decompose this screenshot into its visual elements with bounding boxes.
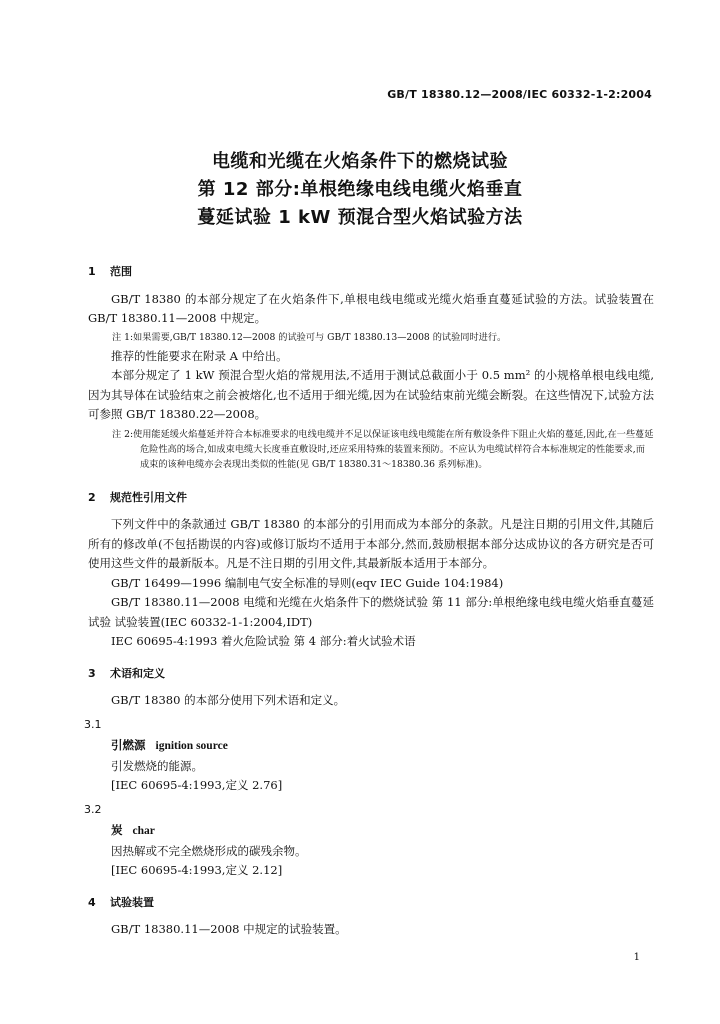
- term-number: 3.2: [84, 802, 102, 816]
- section-title: 规范性引用文件: [110, 490, 187, 504]
- document-body: [84, 258, 654, 940]
- references-paragraph: 下列文件中的条款通过 GB/T 18380 的本部分的引用而成为本部分的条款。凡是注日期的引用文件,其随后所有的修改单(不包括勘误的内容)或修订版均不适用于本部分,然而,鼓励根据本部分达成协议的各方研究是否可使用这些文件的最新版本。凡是不注日期的引用文件,其最新版本适用于本部分。: [88, 517, 654, 570]
- title-line-2: 第 12 部分:单根绝缘电线电缆火焰垂直: [197, 179, 523, 200]
- section-heading-normative-references: [88, 488, 654, 508]
- term-english: char: [132, 825, 155, 837]
- title-line-1: 电缆和光缆在火焰条件下的燃烧试验: [212, 151, 508, 172]
- term-chinese: 炭: [111, 823, 123, 837]
- term-number: 3.1: [84, 717, 102, 731]
- section-heading-scope: [88, 262, 654, 282]
- apparatus-paragraph: GB/T 18380.11—2008 中规定的试验装置。: [111, 922, 347, 936]
- term-chinese: 引燃源: [111, 738, 146, 752]
- section-title: 范围: [110, 265, 132, 278]
- scope-note-1: 注 1:如果需要,GB/T 18380.12—2008 的试验可与 GB/T 18380.13—2008 的试验同时进行。: [112, 331, 507, 343]
- term-title: [88, 821, 654, 842]
- title-line-3: 蔓延试验 1 kW 预混合型火焰试验方法: [197, 207, 523, 228]
- standard-identifier: GB/T 18380.12—2008/IEC 60332-1-2:2004: [387, 88, 652, 101]
- scope-note-2: 注 2:使用能延缓火焰蔓延并符合本标准要求的电线电缆并不足以保证该电线电缆能在所有敷设条件下阻止火焰的蔓延,因此,在一些蔓延危险性高的场合,如成束电缆大长度垂直敷设时,还应采用特殊的装置来预防。不应认为电缆试样符合本标准规定的性能要求,而成束的该种电缆亦会表现出类似的性能(见 GB/T 18380.31～18380.36 系列标准)。: [112, 428, 654, 470]
- terms-intro: GB/T 18380 的本部分使用下列术语和定义。: [111, 693, 346, 707]
- section-title: 试验装置: [110, 895, 154, 909]
- term-title: [88, 736, 654, 757]
- reference-item-1: GB/T 16499—1996 编制电气安全标准的导则(eqv IEC Guide 104:1984): [111, 575, 504, 590]
- reference-item-3: IEC 60695-4:1993 着火危险试验 第 4 部分:着火试验术语: [111, 634, 416, 648]
- scope-paragraph-2: 推荐的性能要求在附录 A 中给出。: [111, 348, 288, 363]
- term-definition: 因热解或不完全燃烧形成的碳残余物。: [111, 843, 307, 858]
- term-english: ignition source: [155, 740, 228, 752]
- section-title: 术语和定义: [110, 666, 165, 680]
- term-source: [IEC 60695-4:1993,定义 2.76]: [111, 778, 283, 792]
- reference-item-2: GB/T 18380.11—2008 电缆和光缆在火焰条件下的燃烧试验 第 11 部分:单根绝缘电线电缆火焰垂直蔓延试验 试验装置(IEC 60332-1-1:2004,IDT): [88, 595, 654, 629]
- page-number: 1: [633, 952, 640, 963]
- term-source: [IEC 60695-4:1993,定义 2.12]: [111, 863, 283, 877]
- section-number: 2: [88, 490, 96, 504]
- section-heading-test-apparatus: [88, 893, 654, 913]
- scope-paragraph-1: GB/T 18380 的本部分规定了在火焰条件下,单根电线电缆或光缆火焰垂直蔓延试验的方法。试验装置在 GB/T 18380.11—2008 中规定。: [88, 291, 654, 325]
- document-title: [0, 148, 720, 232]
- term-definition: 引发燃烧的能源。: [111, 758, 203, 773]
- section-number: 4: [88, 895, 96, 909]
- section-heading-terms: [88, 664, 654, 684]
- section-number: 1: [88, 265, 96, 278]
- scope-paragraph-3: 本部分规定了 1 kW 预混合型火焰的常规用法,不适用于测试总截面小于 0.5 mm² 的小规格单根电线电缆,因为其导体在试验结束之前会被熔化,也不适用于细光缆,因为在试验结束前光缆会断裂。在这些情况下,试验方法可参照 GB/T 18380.22—2008。: [88, 368, 654, 421]
- section-number: 3: [88, 666, 96, 680]
